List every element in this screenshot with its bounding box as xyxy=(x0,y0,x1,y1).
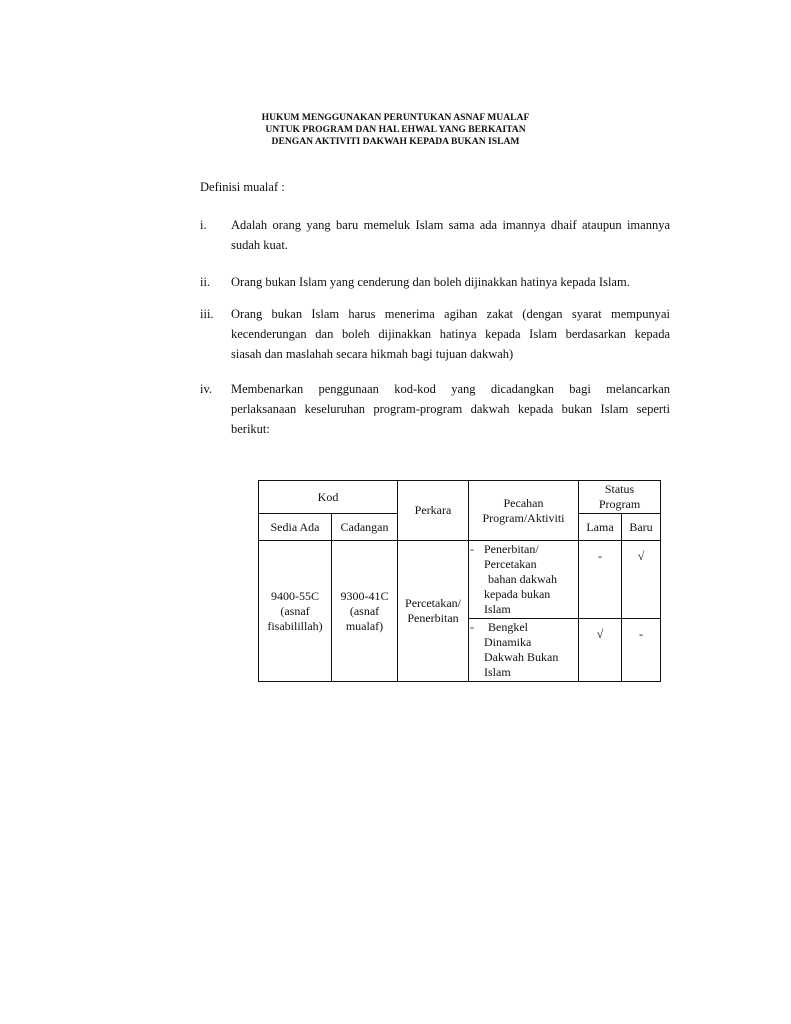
cell-line: Penerbitan xyxy=(407,611,459,625)
title-line: HUKUM MENGGUNAKAN PERUNTUKAN ASNAF MUALAF xyxy=(261,112,530,123)
header-status-line: Status xyxy=(604,482,635,496)
header-perkara: Perkara xyxy=(398,481,469,541)
cell-line: mualaf) xyxy=(345,618,384,633)
cell-activity-1 xyxy=(469,541,579,619)
header-pecahan xyxy=(469,481,579,541)
cell-lama-2: √ xyxy=(579,619,622,682)
header-pecahan-line: Program/Aktiviti xyxy=(482,510,565,525)
header-pecahan-line: Pecahan xyxy=(503,495,544,510)
item-number: iii. xyxy=(200,307,214,321)
header-lama: Lama xyxy=(579,514,622,541)
cell-line: (asnaf xyxy=(280,603,310,618)
cell-perkara xyxy=(398,541,469,682)
header-kod: Kod xyxy=(259,481,398,514)
activity-line: Penerbitan/ xyxy=(484,542,539,556)
cell-cadangan xyxy=(332,541,398,682)
item-number: i. xyxy=(200,218,207,232)
activity-line: Dakwah Bukan xyxy=(484,650,559,664)
activity-line: kepada bukan xyxy=(484,587,551,601)
item-line: sudah kuat. xyxy=(231,238,288,252)
document-title xyxy=(0,112,791,148)
item-line: berikut: xyxy=(231,422,270,436)
activity-line: Percetakan xyxy=(484,557,537,571)
cell-line: fisabilillah) xyxy=(267,618,323,633)
activity-line: Dinamika xyxy=(484,635,532,649)
item-line: siasah dan maslahah secara hikmah bagi tujuan dakwah) xyxy=(231,347,514,361)
activity-line: Islam xyxy=(484,665,511,679)
activity-line: bahan dakwah xyxy=(488,572,557,586)
item-line: Membenarkan penggunaan kod-kod yang dicadangkan bagi melancarkan xyxy=(231,382,670,396)
item-number: ii. xyxy=(200,275,211,289)
header-baru: Baru xyxy=(622,514,661,541)
definition-item-ii xyxy=(200,272,670,292)
header-status xyxy=(579,481,661,514)
definition-label: Definisi mualaf : xyxy=(200,180,285,194)
cell-line: (asnaf xyxy=(349,603,380,618)
cell-sedia-ada xyxy=(259,541,332,682)
item-line: Orang bukan Islam harus menerima agihan zakat (dengan syarat mempunyai xyxy=(231,307,670,321)
cell-line: 9300-41C xyxy=(340,588,389,603)
item-line: kecenderungan dan boleh dijinakkan hatinya kepada Islam berdasarkan kepada xyxy=(231,327,670,341)
bullet-dash: - xyxy=(470,542,474,556)
cell-lama-1: - xyxy=(579,541,622,619)
header-status-line: Program xyxy=(598,497,641,511)
definition-item-iii xyxy=(200,304,670,364)
item-number: iv. xyxy=(200,382,213,396)
cell-activity-2 xyxy=(469,619,579,682)
title-line: UNTUK PROGRAM DAN HAL EHWAL YANG BERKAITAN xyxy=(265,124,526,135)
definition-item-i xyxy=(200,215,670,255)
item-line: Adalah orang yang baru memeluk Islam sama ada imannya dhaif ataupun imannya xyxy=(231,218,670,232)
cell-line: 9400-55C xyxy=(271,588,319,603)
cell-line: Percetakan/ xyxy=(405,596,461,610)
cell-baru-2: - xyxy=(622,619,661,682)
activity-line: Bengkel xyxy=(488,620,528,634)
activity-line: Islam xyxy=(484,602,511,616)
cell-baru-1: √ xyxy=(622,541,661,619)
bullet-dash: - xyxy=(470,620,474,634)
item-line: perlaksanaan keseluruhan program-program dakwah kepada bukan Islam seperti xyxy=(231,402,670,416)
title-line: DENGAN AKTIVITI DAKWAH KEPADA BUKAN ISLAM xyxy=(271,136,520,147)
item-line: Orang bukan Islam yang cenderung dan boleh dijinakkan hatinya kepada Islam. xyxy=(231,275,630,289)
header-sedia-ada: Sedia Ada xyxy=(259,514,332,541)
program-code-table xyxy=(258,480,661,682)
header-cadangan: Cadangan xyxy=(332,514,398,541)
definition-item-iv xyxy=(200,379,670,439)
